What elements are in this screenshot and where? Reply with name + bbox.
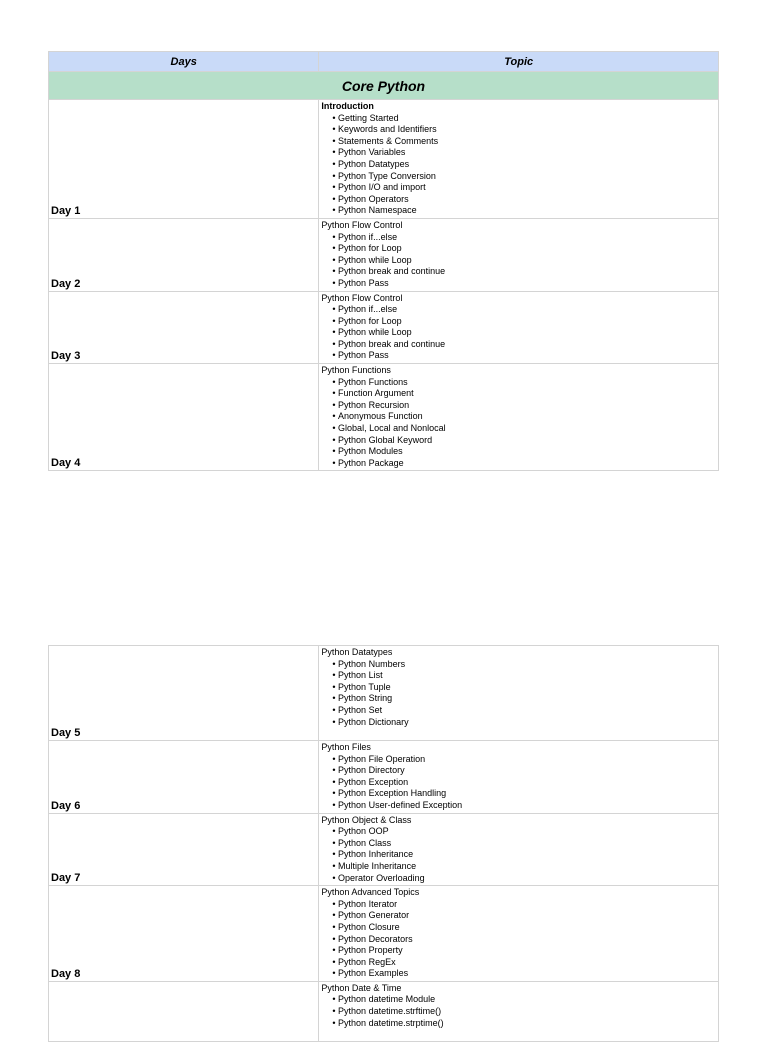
- topic-list: [321, 994, 718, 1029]
- list-item: • Getting Started: [332, 113, 718, 125]
- schedule-table-page-2: [48, 645, 719, 1042]
- list-item: • Function Argument: [332, 388, 718, 400]
- topic-cell: [319, 813, 719, 886]
- list-item: • Python Exception Handling: [332, 788, 718, 800]
- topic-cell: [319, 291, 719, 364]
- topic-cell: [319, 886, 719, 982]
- list-item: • Python datetime.strptime(): [332, 1018, 718, 1030]
- list-item: • Python Recursion: [332, 400, 718, 412]
- list-item: • Python for Loop: [332, 316, 718, 328]
- list-item: • Python OOP: [332, 826, 718, 838]
- list-item: • Python Generator: [332, 910, 718, 922]
- topic-list: [321, 826, 718, 884]
- topic-list: [321, 304, 718, 362]
- list-item: • Python while Loop: [332, 255, 718, 267]
- list-item: • Python datetime.strftime(): [332, 1006, 718, 1018]
- table-row: [49, 981, 719, 1041]
- header-row: [49, 52, 719, 72]
- days-column-header: Days: [49, 52, 319, 72]
- schedule-table-page-1: [48, 51, 719, 471]
- day-label: Day 6: [49, 741, 319, 814]
- topic-title: Python Flow Control: [321, 219, 403, 230]
- day-label: Day 2: [49, 218, 319, 291]
- topic-column-header: Topic: [319, 52, 719, 72]
- topic-list: [321, 754, 718, 812]
- table-row: [49, 218, 719, 291]
- list-item: • Python break and continue: [332, 339, 718, 351]
- list-item: • Python Package: [332, 458, 718, 470]
- list-item: • Python datetime Module: [332, 994, 718, 1006]
- list-item: • Python if...else: [332, 304, 718, 316]
- table-row: [49, 886, 719, 982]
- list-item: • Python Tuple: [332, 682, 718, 694]
- topic-cell: [319, 218, 719, 291]
- section-title: Core Python: [49, 72, 719, 100]
- list-item: • Anonymous Function: [332, 411, 718, 423]
- list-item: • Python Dictionary: [332, 717, 718, 729]
- topic-list: [321, 232, 718, 290]
- list-item: • Python Closure: [332, 922, 718, 934]
- list-item: • Python RegEx: [332, 957, 718, 969]
- topic-title: Python Files: [321, 742, 371, 752]
- list-item: • Python while Loop: [332, 327, 718, 339]
- topic-cell: [319, 646, 719, 741]
- list-item: • Python Property: [332, 945, 718, 957]
- list-item: • Global, Local and Nonlocal: [332, 423, 718, 435]
- list-item: • Python Type Conversion: [332, 171, 718, 183]
- list-item: • Python Variables: [332, 147, 718, 159]
- list-item: • Python Functions: [332, 377, 718, 389]
- list-item: • Python Examples: [332, 968, 718, 980]
- list-item: • Python Inheritance: [332, 849, 718, 861]
- table-row: [49, 100, 719, 219]
- list-item: • Python break and continue: [332, 266, 718, 278]
- day-label: Day 4: [49, 364, 319, 471]
- list-item: • Python I/O and import: [332, 182, 718, 194]
- list-item: • Python Directory: [332, 765, 718, 777]
- list-item: • Multiple Inheritance: [332, 861, 718, 873]
- list-item: • Python Iterator: [332, 899, 718, 911]
- table-row: [49, 291, 719, 364]
- list-item: • Python for Loop: [332, 243, 718, 255]
- table-row: [49, 741, 719, 814]
- list-item: • Python Operators: [332, 194, 718, 206]
- topic-cell: [319, 100, 719, 219]
- topic-cell: [319, 981, 719, 1041]
- topic-list: [321, 659, 718, 729]
- list-item: • Python if...else: [332, 232, 718, 244]
- day-label: Day 7: [49, 813, 319, 886]
- topic-list: [321, 377, 718, 470]
- table-row: [49, 813, 719, 886]
- table-row: [49, 364, 719, 471]
- topic-title: Introduction: [321, 101, 374, 111]
- list-item: • Operator Overloading: [332, 873, 718, 885]
- list-item: • Python String: [332, 693, 718, 705]
- list-item: • Python Pass: [332, 278, 718, 290]
- day-label: [49, 981, 319, 1041]
- list-item: • Python Modules: [332, 446, 718, 458]
- table-row: [49, 646, 719, 741]
- topic-title: Python Flow Control: [321, 292, 403, 303]
- list-item: • Python User-defined Exception: [332, 800, 718, 812]
- list-item: • Python List: [332, 670, 718, 682]
- list-item: • Python Pass: [332, 350, 718, 362]
- list-item: • Python Global Keyword: [332, 435, 718, 447]
- list-item: • Python Set: [332, 705, 718, 717]
- day-label: Day 8: [49, 886, 319, 982]
- list-item: • Python Datatypes: [332, 159, 718, 171]
- topic-list: [321, 113, 718, 217]
- day-label: Day 1: [49, 100, 319, 219]
- topic-list: [321, 899, 718, 980]
- day-label: Day 5: [49, 646, 319, 741]
- topic-cell: [319, 741, 719, 814]
- list-item: • Python Class: [332, 838, 718, 850]
- list-item: • Python Numbers: [332, 659, 718, 671]
- section-row: [49, 72, 719, 100]
- list-item: • Python File Operation: [332, 754, 718, 766]
- list-item: • Statements & Comments: [332, 136, 718, 148]
- topic-title: Python Object & Class: [321, 814, 412, 825]
- list-item: • Python Namespace: [332, 205, 718, 217]
- day-label: Day 3: [49, 291, 319, 364]
- topic-title: Python Functions: [321, 365, 391, 376]
- list-item: • Keywords and Identifiers: [332, 124, 718, 136]
- topic-title: Python Datatypes: [321, 647, 393, 657]
- list-item: • Python Exception: [332, 777, 718, 789]
- list-item: • Python Decorators: [332, 934, 718, 946]
- topic-cell: [319, 364, 719, 471]
- topic-title: Python Date & Time: [321, 982, 402, 993]
- topic-title: Python Advanced Topics: [321, 887, 420, 898]
